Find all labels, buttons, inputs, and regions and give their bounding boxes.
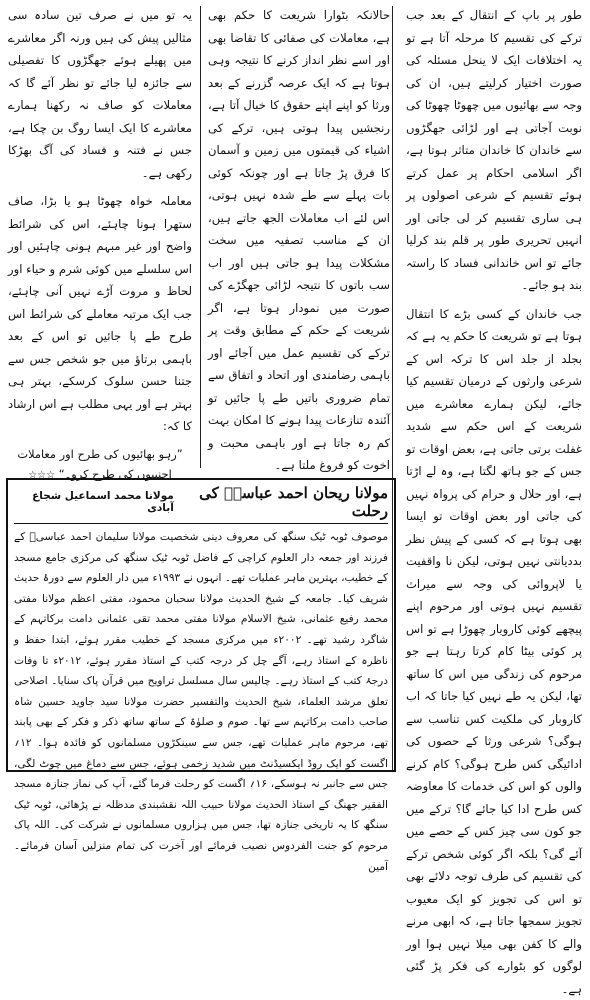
paragraph: یہ تو میں نے صرف تین سادہ سی مثالیں پیش کی ہیں ورنہ اگر معاشرے میں پھیلے ہوئے جھگڑوں کا تفصیلی سے جائزہ لیا جائے تو نظر آئے گا کہ معاملات کو صاف نہ رکھنا ہمارے معاشرے کا ایک ایسا روگ بن چکا ہے، جس نے فتنہ و فساد کی آگ بھڑکا رکھی ہے۔ xyxy=(8,4,192,184)
column-divider xyxy=(200,6,201,468)
paragraph: جب خاندان کے کسی بڑے کا انتقال ہوتا ہے تو شریعت کا حکم یہ ہے کہ بجلد از جلد اس کا ترکہ اس کے شرعی وارثوں کے درمیان تقسیم کیا جائے، لیکن ہمارے معاشرے میں شریعت کے اس حکم سے شدید غفلت برتی جاتی ہے، بعض اوقات تو جس کے جو ہاتھ لگتا ہے، وہ لے اڑتا ہے، اور حلال و حرام کی پرواہ نہیں کی جاتی اور بعض اوقات تو ایسا بھی ہوتا ہے کہ کسی کے پیش نظر بددیانتی نہیں ہوتی، لیکن نا واقفیت یا لاپروائی کی وجہ سے میراث تقسیم نہیں ہوتی اور مرحوم اپنے پیچھے کوئی کاروبار چھوڑا ہے تو اس پر کوئی بیٹا کام کرتا رہتا ہے جو مرحوم کی زندگی میں اس کا ساتھ تھا، لیکن یہ طے نہیں کیا جاتا کہ اب کاروبار کی ملکیت کس تناسب سے ہوگی؟ شرعی ورثا کے حصوں کی ادائیگی کس طرح ہوگی؟ کام کرنے والوں کو اس کی خدمات کا معاوضہ کس طرح ادا کیا جائے گا؟ ترکے میں جو کون سی چیز کس کے حصے میں آئے گی؟ بلکہ اگر کوئی شخص ترکے کی تقسیم کی طرف توجہ دلائے بھی تو اس کی تجویز کو ایک معیوب تجویز سمجھا جاتا ہے، کہ ابھی مرنے والے کا کفن بھی میلا نہیں ہوا اور لوگوں کو بٹوارے کی فکر پڑ گئی ہے۔ xyxy=(406,303,582,1000)
quote-line: ”رہو بھائیوں کی طرح اور معاملات xyxy=(8,444,192,464)
quote-line-text: اجنبیوں کی طرح کرو۔“ xyxy=(59,467,172,481)
paragraph: معاملہ خواہ چھوٹا ہو یا بڑا، صاف ستھرا ہونا چاہئے، اس کی شرائط واضح اور غیر مبہم ہونی چاہئیں اور اس سلسلے میں کوئی شرم و حیاء اور لحاظ و مروت آڑے نہیں آنی چاہئے، جب ایک مرتبہ معاملے کی شرائط اس طرح طے پا جائیں تو اس کے بعد باہمی برتاؤ میں جو شخص جس سے جتنا حسن سلوک کرسکے، بہتر ہی بہتر ہے اور یہی مطلب ہے اس ارشاد کا کہ: xyxy=(8,190,192,438)
paragraph: طور پر باپ کے انتقال کے بعد جب ترکے کی تقسیم کا مرحلہ آتا ہے تو یہ اختلافات ایک لا ینحل مسئلہ کی صورت اختیار کرلیتے ہیں، ان کی وجہ سے بھائیوں میں چھوٹا چھوٹا کی نوبت آجاتی ہے اور لڑائی جھگڑوں سے خاندان کا خاندان متاثر ہوتا ہے، اگر اسلامی احکام پر عمل کرتے ہوئے تقسیم کے شرعی اصولوں پر ہی ساری تقسیم کر لی جاتی اور انہیں تحریری طور پر قلم بند کرلیا جائے تو اس خاندانی فساد کا راستہ بند ہو جائے۔ xyxy=(406,4,582,297)
column-right xyxy=(406,4,582,774)
stars-ornament: ☆☆☆ xyxy=(28,470,55,481)
obituary-header xyxy=(14,484,388,524)
obituary-title: مولانا ریحان احمد عباسیؒ کی رحلت xyxy=(174,484,388,520)
obituary-author: مولانا محمد اسماعیل شجاع آبادی xyxy=(14,490,174,514)
column-middle xyxy=(208,4,390,474)
obituary-body: موصوف ٹوبہ ٹیک سنگھ کی معروف دینی شخصیت مولانا سلیمان احمد عباسیؒ کے فرزند اور جمعہ دار العلوم کراچی کے فاضل ٹوبہ ٹیک سنگھ کی مرکزی جامع مسجد کے خطیب، بہترین ماہر عملیات تھے۔ انہوں نے ۱۹۹۳ء میں دار العلوم سے دورۂ حدیث شریف کیا۔ جامعہ کے شیخ الحدیث مولانا سحبان محمود، مفتی اعظم مولانا مفتی محمد رفیع عثمانی، شیخ الاسلام مولانا مفتی محمد تقی عثمانی دامت برکاتہم کے شاگرد رشید تھے۔ ۲۰۰۲ء میں مرکزی مسجد کے خطیب مقرر ہوئے، ابتدا حفظ و ناظرہ کے استاذ رہے، آگے چل کر درجہ کتب کے استاذ مقرر ہوئے، ۲۰۱۲ء تا وفات درجۂ کتب کے استاذ رہے۔ چالیس سال مسلسل تراویح میں قرآن پاک سنایا۔ اصلاحی تعلق مرشد العلماء، شیخ الحدیث والتفسیر حضرت مولانا سید جاوید حسین شاہ صاحب دامت برکاتہم سے تھا۔ صوم و صلوٰۃ کے ساتھ ساتھ ذکر و فکر کے بھی پابند تھے، مرحوم ماہر عملیات تھے، جس سے سینکڑوں مسلمانوں کو فائدہ ہوا۔ ۱۲؍ اگست کو ایک روڈ ایکسیڈنٹ میں شدید زخمی ہوئے، جس سے دماغ میں چوٹ لگی، جس سے جانبر نہ ہوسکے، ۱۶؍ اگست کو رحلت فرما گئے، آپ کی نماز جنازہ مسجد الفقیر جھنگ کے استاذ الحدیث مولانا حبیب اللہ نقشبندی مدظلہ نے پڑھائی، ٹوبہ ٹیک سنگھ کا یہ تاریخی جنازہ تھا، جس میں ہزاروں مسلمانوں نے شرکت کی۔ اللہ پاک مرحوم کو جنت الفردوس نصیب فرمائے اور آخرت کی تمام منزلیں آسان فرمائے۔ آمین xyxy=(14,527,388,877)
column-left xyxy=(8,4,192,474)
paragraph: حالانکہ بٹوارا شریعت کا حکم بھی ہے، معاملات کی صفائی کا تقاضا بھی اور اسے نظر انداز کرنے کا نتیجہ وہی ہوتا ہے کہ ایک عرصہ گزرنے کے بعد ورثا کو اپنے اپنے حقوق کا خیال آتا ہے، رنجشیں پیدا ہوتی ہیں، ترکے کی اشیاء کی قیمتوں میں زمین و آسمان کا فرق پڑ جاتا ہے اور چونکہ کوئی بات پہلے سے طے شدہ نہیں ہوتی، اس لئے اب معاملات الجھ جاتے ہیں، ان کے مناسب تصفیہ میں سخت مشکلات پیدا ہو جاتی ہیں اور اب سب باتوں کا نتیجہ لڑائی جھگڑے کی صورت میں نمودار ہوتا ہے، اگر شریعت کے حکم کے مطابق وقت پر ترکے کی تقسیم عمل میں آجائے اور باہمی رضامندی اور اتحاد و اتفاق سے تمام ضروری باتیں طے پا جائیں تو آئندہ تنازعات پیدا ہونے کا امکان بہت کم رہ جاتا ہے اور باہمی محبت و اخوت کو فروغ ملتا ہے۔ xyxy=(208,4,390,477)
obituary-box xyxy=(6,478,396,772)
